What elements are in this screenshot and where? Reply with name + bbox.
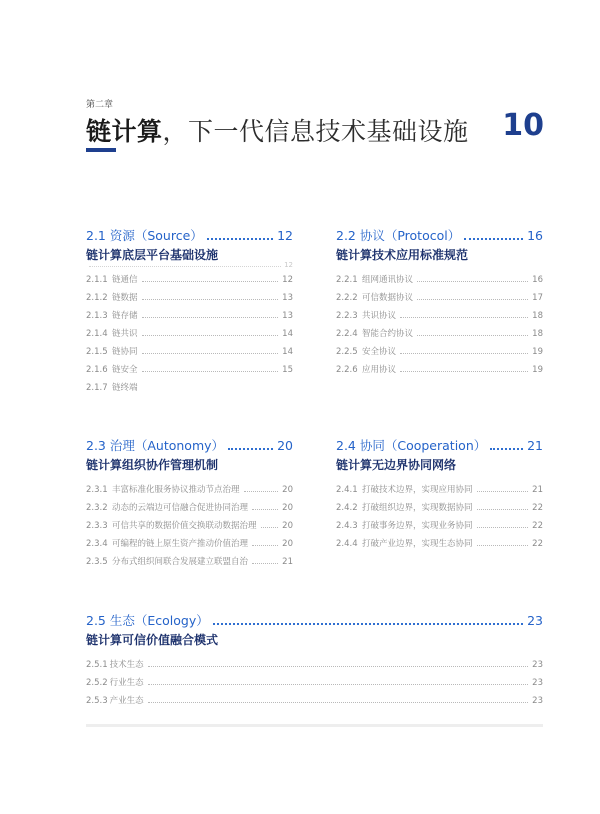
item-number: 2.3.1: [86, 485, 108, 495]
item-page: 19: [532, 365, 543, 375]
item-text: 产业生态: [109, 696, 144, 706]
item-page: 13: [282, 293, 293, 303]
item-number: 2.4.1: [336, 485, 358, 495]
item-text: 打破技术边界，实现应用协同: [362, 485, 473, 495]
toc-item[interactable]: [86, 291, 293, 309]
toc-item[interactable]: [86, 483, 293, 501]
item-page: 18: [532, 329, 543, 339]
toc-item[interactable]: [336, 345, 543, 363]
faint-page: 12: [284, 261, 293, 269]
item-number: 2.1.2: [86, 293, 108, 303]
item-text: 可信共享的数据价值交换联动数据治理: [112, 521, 257, 531]
item-page: 22: [532, 503, 543, 513]
section-subtitle: 链计算可信价值融合模式: [86, 633, 219, 647]
chapter-label: 第二章: [86, 100, 114, 110]
toc-item[interactable]: [336, 363, 543, 381]
item-page: 20: [282, 485, 293, 495]
item-text: 链通信: [112, 275, 138, 285]
leader-dots: [477, 545, 529, 546]
item-text: 链终端: [112, 383, 138, 393]
item-text: 行业生态: [109, 678, 144, 688]
item-number: 2.4.3: [336, 521, 358, 531]
item-page: 15: [282, 365, 293, 375]
item-text: 打破产业边界，实现生态协同: [362, 539, 473, 549]
section-heading[interactable]: [86, 436, 293, 454]
leader-dots: [417, 299, 528, 300]
page-number: 10: [502, 108, 544, 143]
section-heading-page: 20: [277, 438, 293, 453]
item-number: 2.3.3: [86, 521, 108, 531]
leader-dots: [142, 371, 279, 372]
item-text: 链存储: [112, 311, 138, 321]
item-number: 2.5.3: [86, 696, 108, 706]
item-page: 22: [532, 521, 543, 531]
section-2-1: [86, 226, 293, 399]
toc-item[interactable]: [336, 537, 543, 555]
section-heading-label: 2.3 治理（Autonomy）: [86, 438, 225, 453]
leader-dots: [213, 623, 523, 625]
item-page: 13: [282, 311, 293, 321]
item-page: 20: [282, 503, 293, 513]
item-page: 14: [282, 347, 293, 357]
toc-item[interactable]: [336, 327, 543, 345]
item-text: 丰富标准化服务协议推动节点治理: [112, 485, 240, 495]
leader-dots: [477, 509, 529, 510]
item-number: 2.2.4: [336, 329, 358, 339]
item-number: 2.3.2: [86, 503, 108, 513]
leader-dots: [142, 335, 279, 336]
item-number: 2.3.4: [86, 539, 108, 549]
item-number: 2.1.6: [86, 365, 108, 375]
toc-item[interactable]: [86, 694, 543, 712]
toc-item[interactable]: [86, 658, 543, 676]
item-text: 动态的云端边可信融合促进协同治理: [112, 503, 249, 513]
item-number: 2.1.3: [86, 311, 108, 321]
item-text: 链共识: [112, 329, 138, 339]
toc-item[interactable]: [336, 291, 543, 309]
section-subtitle: 链计算底层平台基础设施: [86, 248, 219, 262]
leader-dots: [252, 509, 278, 510]
section-heading-label: 2.2 协议（Protocol）: [336, 228, 461, 243]
leader-dots: [400, 371, 528, 372]
section-subtitle: 链计算技术应用标准规范: [336, 248, 469, 262]
item-text: 组网通讯协议: [362, 275, 414, 285]
title-rest: ，下一代信息技术基础设施: [162, 117, 469, 146]
item-text: 智能合约协议: [362, 329, 414, 339]
section-heading-label: 2.5 生态（Ecology）: [86, 613, 209, 628]
item-number: 2.5.2: [86, 678, 108, 688]
leader-dots: [244, 491, 279, 492]
item-number: 2.4.4: [336, 539, 358, 549]
item-page: 17: [532, 293, 543, 303]
toc-item[interactable]: [336, 309, 543, 327]
title-bold: 链计算: [86, 117, 163, 146]
leader-dots: [464, 238, 523, 240]
item-page: 20: [282, 521, 293, 531]
toc-item[interactable]: [86, 273, 293, 291]
section-2-2: [336, 226, 543, 381]
item-text: 应用协议: [362, 365, 397, 375]
item-text: 可信数据协议: [362, 293, 414, 303]
item-page: 23: [532, 696, 543, 706]
toc-item[interactable]: [86, 363, 293, 381]
item-text: 分布式组织间联合发展建立联盟自治: [112, 557, 249, 567]
toc-item[interactable]: [86, 555, 293, 573]
item-page: 16: [532, 275, 543, 285]
item-page: 21: [532, 485, 543, 495]
leader-dots: [228, 448, 273, 450]
section-heading-page: 12: [277, 228, 293, 243]
item-text: 打破组织边界，实现数据协同: [362, 503, 473, 513]
toc-item[interactable]: [86, 519, 293, 537]
toc-item[interactable]: [86, 345, 293, 363]
leader-dots: [142, 353, 279, 354]
leader-dots: [417, 281, 528, 282]
toc-item[interactable]: [86, 501, 293, 519]
leader-dots: [148, 666, 529, 667]
leader-dots: [148, 684, 529, 685]
leader-dots: [89, 266, 281, 267]
leader-dots: [400, 317, 528, 318]
toc-item[interactable]: [86, 381, 293, 399]
leader-dots: [142, 299, 279, 300]
leader-dots: [207, 238, 273, 240]
bottom-divider: [86, 724, 543, 727]
toc-item[interactable]: [336, 273, 543, 291]
leader-dots: [142, 281, 279, 282]
item-text: 技术生态: [109, 660, 144, 670]
item-number: 2.2.3: [336, 311, 358, 321]
section-heading[interactable]: [86, 611, 543, 629]
item-number: 2.2.2: [336, 293, 358, 303]
section-heading-label: 2.4 协同（Cooperation）: [336, 438, 487, 453]
item-number: 2.4.2: [336, 503, 358, 513]
toc-item[interactable]: [86, 537, 293, 555]
item-page: 18: [532, 311, 543, 321]
leader-dots: [148, 702, 529, 703]
item-text: 链协同: [112, 347, 138, 357]
item-text: 链数据: [112, 293, 138, 303]
item-page: 22: [532, 539, 543, 549]
leader-dots: [400, 353, 528, 354]
section-2-4: [336, 436, 543, 555]
section-heading[interactable]: [336, 226, 543, 244]
item-text: 打破事务边界，实现业务协同: [362, 521, 473, 531]
leader-dots: [261, 527, 279, 528]
item-page: 19: [532, 347, 543, 357]
toc-item[interactable]: [336, 483, 543, 501]
leader-dots: [477, 491, 529, 492]
section-subtitle: 链计算组织协作管理机制: [86, 458, 219, 472]
item-number: 2.3.5: [86, 557, 108, 567]
leader-dots: [477, 527, 529, 528]
section-2-5: [86, 611, 543, 712]
item-page: 23: [532, 660, 543, 670]
item-number: 2.1.4: [86, 329, 108, 339]
section-heading-page: 16: [527, 228, 543, 243]
toc-item[interactable]: [336, 519, 543, 537]
section-heading-page: 23: [527, 613, 543, 628]
item-text: 链安全: [112, 365, 138, 375]
item-page: 23: [532, 678, 543, 688]
item-number: 2.2.5: [336, 347, 358, 357]
item-number: 2.1.1: [86, 275, 108, 285]
section-heading[interactable]: [86, 226, 293, 244]
item-number: 2.2.1: [336, 275, 358, 285]
toc-item[interactable]: [86, 327, 293, 345]
leader-dots: [417, 335, 528, 336]
section-subtitle: 链计算无边界协同网络: [336, 458, 457, 472]
page-title: [86, 112, 469, 148]
item-text: 可编程的链上原生资产推动价值治理: [112, 539, 249, 549]
item-page: 21: [282, 557, 293, 567]
item-number: 2.2.6: [336, 365, 358, 375]
leader-dots: [490, 448, 523, 450]
leader-dots: [252, 545, 278, 546]
leader-dots: [252, 563, 278, 564]
section-heading-page: 21: [527, 438, 543, 453]
toc-item[interactable]: [86, 676, 543, 694]
section-2-3: [86, 436, 293, 573]
section-heading[interactable]: [336, 436, 543, 454]
item-text: 安全协议: [362, 347, 397, 357]
toc-item[interactable]: [86, 309, 293, 327]
item-page: 12: [282, 275, 293, 285]
item-number: 2.5.1: [86, 660, 108, 670]
item-page: 14: [282, 329, 293, 339]
item-page: 20: [282, 539, 293, 549]
title-underline: [86, 148, 116, 152]
toc-item[interactable]: [336, 501, 543, 519]
leader-dots: [142, 317, 279, 318]
item-number: 2.1.5: [86, 347, 108, 357]
item-number: 2.1.7: [86, 383, 108, 393]
section-heading-label: 2.1 资源（Source）: [86, 228, 203, 243]
item-text: 共识协议: [362, 311, 397, 321]
